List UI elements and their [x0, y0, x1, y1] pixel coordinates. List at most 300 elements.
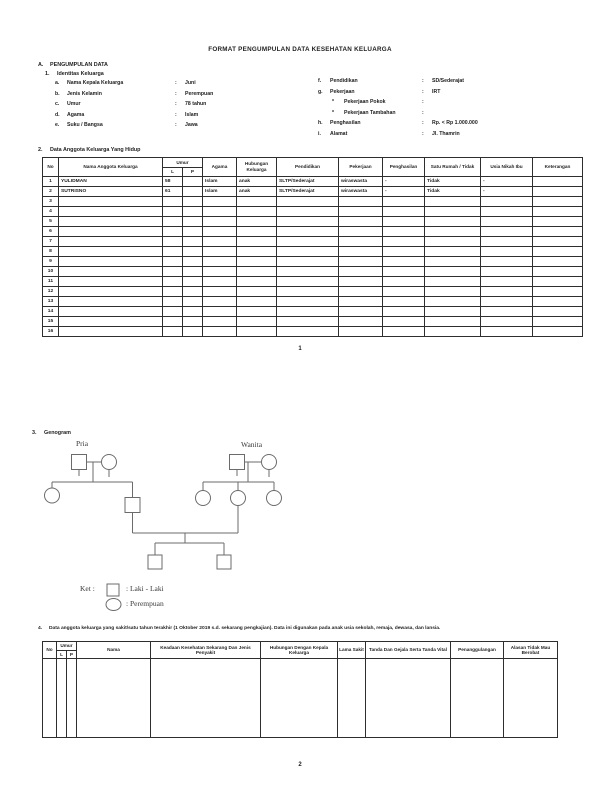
column-header-p: P	[183, 168, 203, 177]
table-cell	[163, 206, 183, 216]
table-cell	[481, 216, 533, 226]
table-cell	[237, 266, 277, 276]
table-cell: 16	[43, 326, 59, 336]
column-header-penghasilan: Penghasilan	[383, 158, 425, 177]
table-cell: 58	[163, 176, 183, 186]
table-cell: Islam	[203, 186, 237, 196]
table-row	[43, 256, 583, 266]
table-cell: Islam	[203, 176, 237, 186]
section-a-number: A.	[38, 62, 44, 68]
table-cell	[203, 216, 237, 226]
table-cell	[277, 256, 339, 266]
table-cell: 15	[43, 316, 59, 326]
column-header-l: L	[57, 650, 67, 659]
table-cell: YULIDMAN	[59, 176, 163, 186]
table-cell: -	[383, 186, 425, 196]
table-cell	[425, 296, 481, 306]
legend-female-label: : Perempuan	[126, 599, 164, 608]
table-cell	[203, 276, 237, 286]
table-cell: 61	[163, 186, 183, 196]
table-cell	[77, 659, 151, 738]
table-cell: Tidak	[425, 186, 481, 196]
identity-colon: :	[175, 90, 177, 97]
column-header-pendidikan: Pendidikan	[277, 158, 339, 177]
table-cell	[203, 306, 237, 316]
section-1-label: Identitas Keluarga	[57, 71, 104, 77]
table-cell	[183, 256, 203, 266]
section-3-number: 3.	[32, 430, 37, 436]
table-cell	[163, 276, 183, 286]
table-cell	[277, 206, 339, 216]
identity-letter: a.	[55, 80, 60, 86]
table-cell	[339, 256, 383, 266]
table-cell: 3	[43, 196, 59, 206]
table-cell	[383, 226, 425, 236]
table-cell	[277, 246, 339, 256]
table-row	[43, 306, 583, 316]
identity-colon: :	[175, 80, 177, 86]
table-row	[43, 216, 583, 226]
identity-colon: :	[422, 120, 424, 126]
section-1-heading	[45, 71, 104, 77]
identity-row	[318, 110, 568, 121]
table-cell	[425, 206, 481, 216]
table-cell	[383, 276, 425, 286]
identity-value: 78 tahun	[185, 101, 207, 107]
column-header-hubungan: Hubungan Dengan Kepala Keluarga	[261, 642, 338, 659]
table-cell	[237, 276, 277, 286]
table-cell	[163, 286, 183, 296]
table-cell	[183, 176, 203, 186]
table-cell	[481, 196, 533, 206]
table-cell	[203, 246, 237, 256]
table-cell	[425, 266, 481, 276]
table-cell	[59, 216, 163, 226]
table-cell	[59, 276, 163, 286]
identity-colon: :	[422, 109, 424, 116]
table-cell	[59, 286, 163, 296]
table-cell	[383, 326, 425, 336]
identity-colon: :	[422, 99, 424, 105]
table-cell	[339, 326, 383, 336]
table-cell	[163, 306, 183, 316]
table-cell	[383, 306, 425, 316]
identity-label: Pekerjaan Pokok	[344, 99, 386, 105]
table-cell	[277, 286, 339, 296]
table-cell	[383, 256, 425, 266]
table-cell: 8	[43, 246, 59, 256]
identity-label: Umur	[67, 101, 81, 107]
column-header-pekerjaan: Pekerjaan	[339, 158, 383, 177]
identity-row	[55, 122, 305, 133]
table-cell	[237, 256, 277, 266]
table-cell	[237, 206, 277, 216]
column-header-alasan: Alasan Tidak Mau Berobat	[504, 642, 558, 659]
identity-letter: d.	[55, 111, 60, 118]
table-cell	[203, 316, 237, 326]
table-row	[43, 659, 558, 738]
table-cell	[277, 296, 339, 306]
table-cell	[237, 326, 277, 336]
table-cell	[277, 216, 339, 226]
table-cell	[425, 216, 481, 226]
table-row	[43, 236, 583, 246]
table-cell	[183, 236, 203, 246]
identity-colon: :	[422, 130, 424, 137]
table-cell: 7	[43, 236, 59, 246]
genogram-female-circle	[267, 491, 282, 506]
identity-label: Suku / Bangsa	[67, 122, 103, 128]
page-1-number: 1	[298, 346, 302, 352]
identity-colon: :	[422, 78, 424, 84]
table-cell	[533, 176, 583, 186]
section-2-heading	[38, 147, 140, 153]
identity-letter: *	[332, 99, 335, 105]
table-cell	[383, 196, 425, 206]
table-cell	[533, 236, 583, 246]
table-cell	[277, 306, 339, 316]
table-cell	[203, 256, 237, 266]
table-cell	[59, 236, 163, 246]
table-cell	[163, 316, 183, 326]
table-cell	[425, 286, 481, 296]
family-members-table-body	[43, 176, 583, 336]
column-header-lama-sakit: Lama Sakit	[338, 642, 366, 659]
table-cell: -	[383, 176, 425, 186]
table-row	[43, 186, 583, 196]
table-cell	[163, 296, 183, 306]
identity-value: Perempuan	[185, 90, 214, 97]
table-cell	[277, 266, 339, 276]
table-cell	[481, 286, 533, 296]
table-cell: SLTP/Sederajat	[277, 186, 339, 196]
identity-value	[432, 99, 568, 110]
identity-row	[55, 80, 305, 91]
column-header-nama: Nama Anggota Keluarga	[59, 158, 163, 177]
table-cell	[339, 196, 383, 206]
identity-value: Islam	[185, 111, 199, 118]
table-cell	[533, 186, 583, 196]
table-cell	[67, 659, 77, 738]
identity-colon: :	[175, 101, 177, 107]
table-cell	[481, 276, 533, 286]
section-1-number: 1.	[45, 71, 50, 77]
table-cell	[481, 306, 533, 316]
table-cell	[339, 316, 383, 326]
genogram-diagram	[40, 438, 380, 623]
table-cell: 2	[43, 186, 59, 196]
identity-value: Jawa	[185, 122, 198, 128]
table-cell	[339, 276, 383, 286]
table-cell	[339, 206, 383, 216]
table-row	[43, 206, 583, 216]
genogram-female-circle	[231, 491, 246, 506]
table-cell	[339, 216, 383, 226]
table-cell: anak	[237, 176, 277, 186]
table-cell	[277, 316, 339, 326]
genogram-female-circle	[102, 455, 117, 470]
table-cell	[59, 256, 163, 266]
table-cell	[277, 276, 339, 286]
genogram-female-circle	[196, 491, 211, 506]
table-cell	[183, 216, 203, 226]
table-cell	[533, 246, 583, 256]
table-cell	[533, 216, 583, 226]
column-header-no: No	[43, 642, 57, 659]
identity-letter: b.	[55, 90, 60, 97]
table-cell	[481, 266, 533, 276]
identity-letter: i.	[318, 130, 321, 137]
table-cell	[533, 276, 583, 286]
identity-row	[318, 131, 568, 142]
table-cell	[183, 296, 203, 306]
table-cell	[425, 326, 481, 336]
column-header-umur: Umur	[57, 642, 77, 651]
table-cell	[43, 659, 57, 738]
table-cell	[163, 196, 183, 206]
column-header-p: P	[67, 650, 77, 659]
identity-colon: :	[175, 111, 177, 118]
identity-letter: f.	[318, 78, 322, 84]
sick-members-table-body	[43, 659, 558, 738]
table-cell: Tidak	[425, 176, 481, 186]
table-cell	[183, 266, 203, 276]
genogram-male-square	[125, 498, 140, 513]
table-cell	[237, 296, 277, 306]
table-cell	[203, 326, 237, 336]
table-cell: anak	[237, 186, 277, 196]
identity-row	[55, 91, 305, 102]
table-cell: 1	[43, 176, 59, 186]
table-cell	[59, 306, 163, 316]
page-title: FORMAT PENGUMPULAN DATA KESEHATAN KELUARGA	[208, 46, 392, 53]
table-cell	[261, 659, 338, 738]
identity-label: Jenis Kelamin	[67, 90, 102, 97]
table-cell: 4	[43, 206, 59, 216]
table-cell	[481, 246, 533, 256]
table-row	[43, 316, 583, 326]
pria-group-label: Pria	[76, 439, 89, 448]
table-cell	[59, 226, 163, 236]
table-cell	[237, 286, 277, 296]
table-cell: -	[481, 176, 533, 186]
table-cell	[425, 256, 481, 266]
table-cell: 10	[43, 266, 59, 276]
identity-letter: g.	[318, 88, 323, 95]
section-3-label: Genogram	[44, 430, 71, 436]
table-cell	[339, 296, 383, 306]
table-cell	[163, 216, 183, 226]
column-header-umur: Umur	[163, 158, 203, 168]
table-cell	[481, 326, 533, 336]
table-cell	[366, 659, 451, 738]
table-cell	[163, 246, 183, 256]
sick-members-table	[42, 641, 558, 738]
table-cell	[163, 326, 183, 336]
table-cell: wiraswasta	[339, 186, 383, 196]
table-cell	[203, 226, 237, 236]
table-cell: SUTRISNO	[59, 186, 163, 196]
table-cell	[533, 306, 583, 316]
identity-label: Alamat	[330, 130, 348, 137]
table-cell	[383, 206, 425, 216]
legend-male-icon	[107, 584, 119, 596]
identity-colon: :	[175, 122, 177, 128]
table-cell: wiraswasta	[339, 176, 383, 186]
column-header-hubungan: Hubungan Keluarga	[237, 158, 277, 177]
identity-letter: *	[332, 109, 335, 116]
table-cell	[59, 296, 163, 306]
table-cell	[425, 236, 481, 246]
identity-value	[432, 110, 568, 121]
table-cell	[183, 316, 203, 326]
table-cell	[203, 296, 237, 306]
table-cell	[339, 246, 383, 256]
genogram-male-square	[148, 555, 162, 569]
table-cell	[339, 226, 383, 236]
identity-value: IRT	[432, 88, 441, 95]
table-cell	[338, 659, 366, 738]
table-cell	[163, 226, 183, 236]
column-header-nama: Nama	[77, 642, 151, 659]
section-3-heading	[32, 430, 71, 436]
table-cell	[203, 206, 237, 216]
table-cell	[277, 236, 339, 246]
section-2-label: Data Anggota Keluarga Yang Hidup	[50, 147, 141, 153]
table-cell	[383, 296, 425, 306]
table-cell	[533, 266, 583, 276]
genogram-male-square	[72, 455, 87, 470]
section-4-caption	[38, 626, 440, 631]
column-header-keterangan: Keterangan	[533, 158, 583, 177]
table-row	[43, 276, 583, 286]
table-cell	[237, 226, 277, 236]
wanita-group-label: Wanita	[241, 440, 263, 449]
table-cell: 12	[43, 286, 59, 296]
genogram-male-square	[217, 555, 231, 569]
identity-colon: :	[422, 88, 424, 95]
section-2-number: 2.	[38, 147, 43, 153]
table-cell	[203, 266, 237, 276]
table-cell	[59, 316, 163, 326]
table-row	[43, 246, 583, 256]
genogram-female-circle	[45, 488, 60, 503]
table-cell: 6	[43, 226, 59, 236]
table-cell	[183, 246, 203, 256]
table-cell: 5	[43, 216, 59, 226]
family-members-table	[42, 157, 583, 337]
table-cell	[383, 236, 425, 246]
table-cell	[533, 196, 583, 206]
table-cell	[57, 659, 67, 738]
table-cell	[533, 226, 583, 236]
table-cell	[481, 316, 533, 326]
table-cell	[339, 236, 383, 246]
table-cell	[163, 256, 183, 266]
table-cell	[425, 316, 481, 326]
table-cell	[237, 236, 277, 246]
table-cell	[59, 266, 163, 276]
identity-letter: e.	[55, 122, 60, 128]
column-header-penanggulangan: Penanggulangan	[451, 642, 504, 659]
table-row	[43, 226, 583, 236]
identity-label: Penghasilan	[330, 120, 361, 126]
table-cell	[504, 659, 558, 738]
identity-right-column	[318, 78, 568, 141]
column-header-keadaan: Keadaan Kesehatan Sekarang Dan Jenis Penyakit	[151, 642, 261, 659]
table-cell: 14	[43, 306, 59, 316]
table-cell	[383, 216, 425, 226]
table-cell	[339, 306, 383, 316]
table-cell: 11	[43, 276, 59, 286]
column-header-agama: Agama	[203, 158, 237, 177]
table-cell: 13	[43, 296, 59, 306]
table-row	[43, 266, 583, 276]
table-cell	[163, 236, 183, 246]
table-cell	[237, 216, 277, 226]
table-cell: 9	[43, 256, 59, 266]
table-cell	[339, 266, 383, 276]
identity-row	[318, 99, 568, 110]
table-cell	[533, 256, 583, 266]
table-cell	[59, 246, 163, 256]
column-header-satu-rumah: Satu Rumah / Tidak	[425, 158, 481, 177]
identity-row	[55, 112, 305, 123]
identity-letter: c.	[55, 101, 60, 107]
table-cell	[383, 286, 425, 296]
table-cell	[277, 326, 339, 336]
identity-label: Pendidikan	[330, 78, 358, 84]
table-cell	[183, 196, 203, 206]
section-a-heading	[38, 62, 108, 68]
table-cell	[481, 296, 533, 306]
legend-key: Ket :	[80, 584, 95, 593]
identity-left-column	[55, 80, 305, 133]
table-row	[43, 296, 583, 306]
table-cell	[237, 316, 277, 326]
column-header-no: No	[43, 158, 59, 177]
column-header-usia-nikah: Usia Nikah Ibu	[481, 158, 533, 177]
table-cell	[425, 196, 481, 206]
table-cell	[237, 196, 277, 206]
table-cell	[425, 226, 481, 236]
table-row	[43, 176, 583, 186]
identity-row	[318, 89, 568, 100]
identity-row	[318, 120, 568, 131]
table-cell	[203, 236, 237, 246]
table-cell	[237, 306, 277, 316]
table-cell	[533, 326, 583, 336]
table-cell	[203, 286, 237, 296]
table-cell	[163, 266, 183, 276]
table-cell	[277, 226, 339, 236]
section-a-label: PENGUMPULAN DATA	[50, 62, 108, 68]
table-cell	[59, 326, 163, 336]
table-cell	[203, 196, 237, 206]
genogram-female-circle	[262, 455, 277, 470]
table-cell	[481, 226, 533, 236]
table-cell	[481, 256, 533, 266]
table-row	[43, 286, 583, 296]
table-cell	[425, 246, 481, 256]
identity-letter: h.	[318, 120, 323, 126]
table-cell: -	[481, 186, 533, 196]
table-cell	[383, 266, 425, 276]
identity-value: Juni	[185, 80, 196, 86]
column-header-l: L	[163, 168, 183, 177]
identity-label: Agama	[67, 111, 85, 118]
table-cell	[383, 316, 425, 326]
